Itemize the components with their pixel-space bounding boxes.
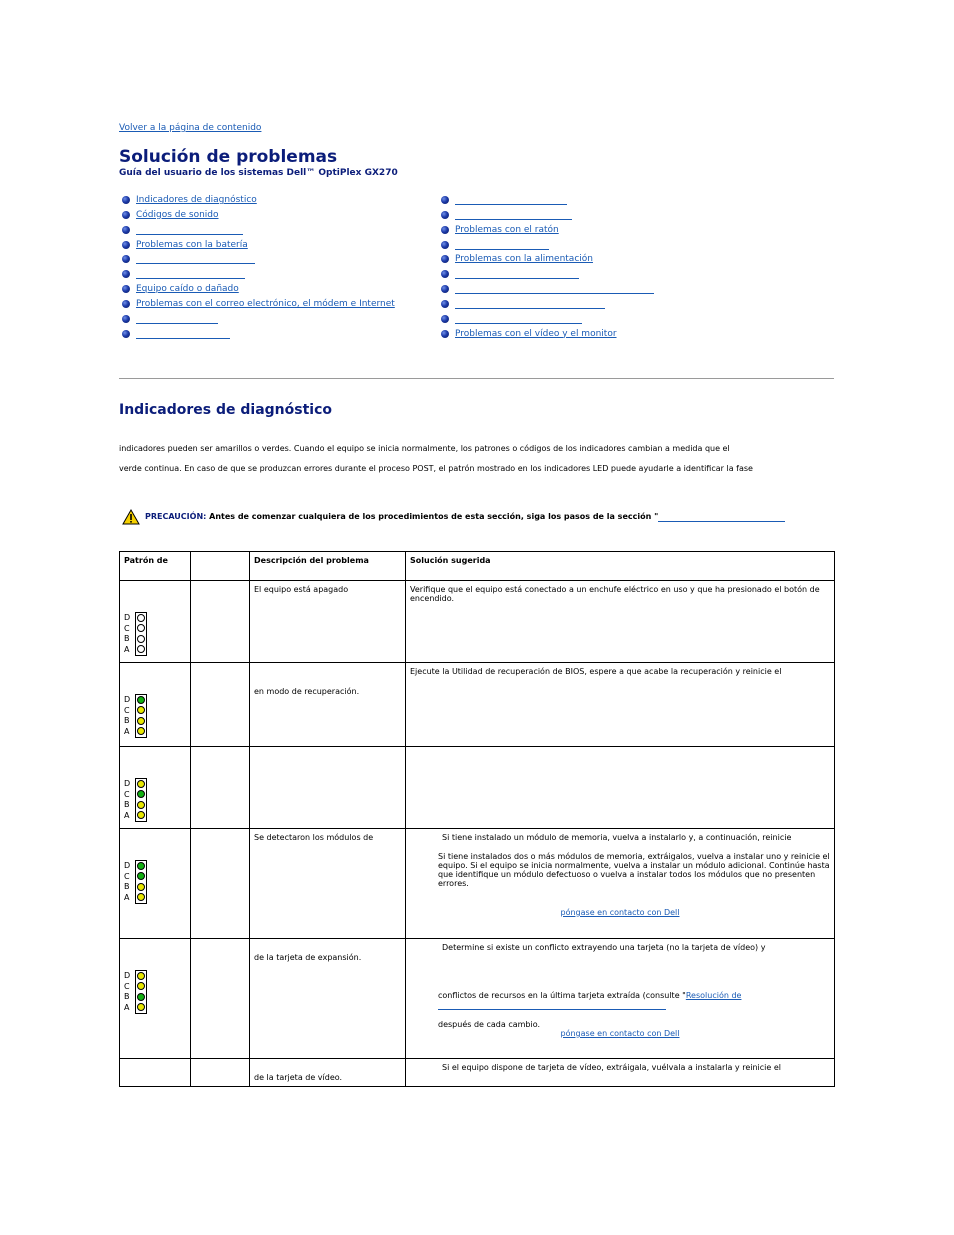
toc-link-blank[interactable]: [455, 194, 567, 205]
table-row: [120, 581, 835, 663]
toc-link-blank[interactable]: [455, 313, 582, 324]
led-light-yellow: [137, 1003, 145, 1011]
problem-description-cell: [250, 939, 406, 1059]
led-letters: [124, 971, 130, 1013]
resolution-link-continued[interactable]: [438, 1000, 666, 1010]
led-light-yellow: [137, 727, 145, 735]
empty-cell: [191, 581, 250, 663]
toc-link-beep-codes[interactable]: Códigos de sonido: [136, 209, 219, 220]
toc-item[interactable]: [439, 253, 654, 268]
led-letter: A: [124, 810, 130, 820]
suggested-solution-cell: [406, 939, 835, 1059]
led-letter: C: [124, 789, 130, 799]
bullet-icon: [122, 211, 130, 219]
suggested-solution: [406, 747, 835, 829]
bullet-icon: [122, 226, 130, 234]
toc-item[interactable]: [439, 239, 654, 254]
toc-link-blank[interactable]: [455, 268, 579, 279]
toc-link-blank[interactable]: [455, 209, 572, 220]
bullet-icon: [441, 211, 449, 219]
led-letters: [124, 613, 130, 655]
resolution-link[interactable]: Resolución de: [685, 991, 742, 1000]
bullet-icon: [122, 270, 130, 278]
empty-cell: [191, 747, 250, 829]
led-letters: [124, 861, 130, 903]
toc-link-diagnostic-lights[interactable]: Indicadores de diagnóstico: [136, 195, 257, 205]
toc-link-blank[interactable]: [136, 268, 245, 279]
led-letter: C: [124, 623, 130, 633]
toc-item[interactable]: [439, 298, 654, 313]
led-letter: D: [124, 779, 131, 788]
table-row: [120, 829, 835, 939]
solution-step: conflictos de recursos en la última tarjeta extraída (consulte ": [438, 991, 686, 1000]
toc-link-blank[interactable]: [136, 253, 255, 264]
table-header: Solución sugerida: [406, 552, 835, 581]
toc-item[interactable]: [439, 313, 654, 328]
toc-item[interactable]: [120, 268, 395, 283]
led-letter: B: [124, 634, 130, 643]
problem-description-cell: [250, 1059, 406, 1087]
table-row: [120, 747, 835, 829]
led-letter: A: [124, 1002, 130, 1012]
problem-description: [250, 747, 406, 829]
problem-description: en modo de recuperación.: [254, 687, 360, 696]
section-divider: [119, 378, 834, 379]
led-box: [135, 694, 147, 738]
bullet-icon: [122, 285, 130, 293]
led-letter: B: [124, 992, 130, 1001]
led-pattern: [124, 861, 158, 905]
led-pattern-cell: [120, 747, 191, 829]
toc-item[interactable]: [439, 224, 654, 239]
led-letter: A: [124, 726, 130, 736]
table-header: Descripción del problema: [250, 552, 406, 581]
toc-item[interactable]: [120, 298, 395, 313]
toc-item[interactable]: [120, 224, 395, 239]
problem-description: de la tarjeta de vídeo.: [254, 1073, 343, 1082]
toc-link-blank[interactable]: [455, 298, 605, 309]
empty-cell: [191, 829, 250, 939]
led-letter: C: [124, 705, 130, 715]
bullet-icon: [122, 315, 130, 323]
table-row: [120, 1059, 835, 1087]
led-box: [135, 778, 147, 822]
led-pattern: [124, 613, 158, 657]
led-light-off: [137, 635, 145, 643]
led-pattern-cell: [120, 1059, 191, 1087]
bullet-icon: [122, 241, 130, 249]
warning-triangle-icon: [122, 509, 140, 525]
page-subtitle: Guía del usuario de los sistemas Dell™ OptiPlex GX270: [119, 168, 398, 178]
led-letter: D: [124, 695, 131, 704]
problem-description-cell: [250, 663, 406, 747]
led-light-green: [137, 993, 145, 1001]
contact-dell-link[interactable]: póngase en contacto con Dell: [560, 1029, 680, 1038]
led-light-yellow: [137, 893, 145, 901]
led-letter: D: [124, 861, 131, 870]
toc-item[interactable]: [120, 313, 395, 328]
toc-item[interactable]: [120, 283, 395, 298]
problem-description: El equipo está apagado: [250, 581, 406, 663]
table-header-row: [120, 552, 835, 581]
led-letter: A: [124, 892, 130, 902]
bullet-icon: [441, 241, 449, 249]
toc-item[interactable]: [439, 283, 654, 298]
table-row: [120, 663, 835, 747]
toc-link-blank[interactable]: [136, 328, 230, 339]
toc-item[interactable]: [439, 209, 654, 224]
suggested-solution-cell: [406, 829, 835, 939]
led-letter: D: [124, 613, 131, 622]
bullet-icon: [441, 255, 449, 263]
bullet-icon: [122, 300, 130, 308]
led-box: [135, 970, 147, 1014]
toc-item[interactable]: [120, 253, 395, 268]
toc-link-blank[interactable]: [136, 313, 218, 324]
caution-label: PRECAUCIÓN:: [145, 512, 207, 521]
problem-description: Se detectaron los módulos de: [250, 829, 406, 939]
led-light-off: [137, 614, 145, 622]
led-light-yellow: [137, 972, 145, 980]
led-light-green: [137, 790, 145, 798]
toc-link-email-modem-internet[interactable]: Problemas con el correo electrónico, el módem e Internet: [136, 298, 395, 309]
led-pattern-cell: [120, 829, 191, 939]
led-letter: A: [124, 644, 130, 654]
toc-item[interactable]: [439, 328, 654, 343]
led-light-yellow: [137, 982, 145, 990]
toc-item[interactable]: [439, 268, 654, 283]
led-light-yellow: [137, 811, 145, 819]
bullet-icon: [122, 330, 130, 338]
led-pattern: [124, 695, 158, 739]
empty-cell: [191, 939, 250, 1059]
diagnostic-lights-table: [119, 551, 835, 1087]
led-pattern-cell: [120, 663, 191, 747]
toc-item[interactable]: [439, 194, 654, 209]
bullet-icon: [441, 300, 449, 308]
led-pattern: [124, 971, 158, 1015]
caution-section-link[interactable]: [658, 512, 785, 522]
toc-link-power[interactable]: Problemas con la alimentación: [455, 254, 593, 265]
toc-left-list: [120, 194, 395, 342]
toc-link-blank[interactable]: [455, 239, 549, 250]
led-light-yellow: [137, 801, 145, 809]
led-light-off: [137, 624, 145, 632]
intro-paragraph-line: indicadores pueden ser amarillos o verdes. Cuando el equipo se inicia normalmente, los patrones o códigos de los indicadores cambian a medida que el: [119, 444, 730, 453]
solution-step: Si tiene instalado un módulo de memoria, vuelva a instalarlo y, a continuación, reinicie: [442, 833, 792, 842]
problem-description: de la tarjeta de expansión.: [254, 953, 362, 962]
led-box: [135, 612, 147, 656]
led-letter: B: [124, 882, 130, 891]
toc-item[interactable]: [120, 239, 395, 254]
bullet-icon: [441, 330, 449, 338]
toc-link-mouse[interactable]: Problemas con el ratón: [455, 224, 559, 235]
toc-link-blank[interactable]: [455, 283, 654, 294]
table-header: Patrón de: [120, 552, 191, 581]
led-pattern-cell: [120, 581, 191, 663]
contact-dell-link[interactable]: póngase en contacto con Dell: [560, 908, 680, 917]
led-light-yellow: [137, 780, 145, 788]
bullet-icon: [441, 226, 449, 234]
toc-item[interactable]: [120, 328, 395, 343]
bullet-icon: [441, 285, 449, 293]
bullet-icon: [441, 270, 449, 278]
led-letter: C: [124, 871, 130, 881]
led-light-green: [137, 862, 145, 870]
led-letter: B: [124, 716, 130, 725]
led-box: [135, 860, 147, 904]
led-letter: D: [124, 971, 131, 980]
led-light-green: [137, 696, 145, 704]
led-light-off: [137, 645, 145, 653]
toc-link-battery[interactable]: Problemas con la batería: [136, 239, 248, 250]
intro-paragraph-line: verde continua. En caso de que se produzcan errores durante el proceso POST, el patrón mostrado en los indicadores LED puede ayudarle a identificar la fase: [119, 464, 753, 473]
page-title: Solución de problemas: [119, 147, 338, 167]
led-letter: B: [124, 800, 130, 809]
toc-item[interactable]: [120, 209, 395, 224]
led-light-yellow: [137, 883, 145, 891]
toc-link-video-monitor[interactable]: Problemas con el vídeo y el monitor: [455, 328, 617, 339]
back-to-contents-link[interactable]: Volver a la página de contenido: [119, 123, 262, 133]
table-row: [120, 939, 835, 1059]
table-header: [191, 552, 250, 581]
toc-link-dropped-damaged[interactable]: Equipo caído o dañado: [136, 284, 239, 295]
solution-step: Si tiene instalados dos o más módulos de memoria, extráigalos, vuelva a instalar uno y reinicie el equipo. Si el equipo se inicia normalmente, vuelva a instalar un módulo adicional. Continúe hasta que identifique un módulo defectuoso o vuelva a instalar todos los módulos que no presenten errores.: [438, 852, 830, 888]
section-title: Indicadores de diagnóstico: [119, 402, 332, 418]
led-light-yellow: [137, 717, 145, 725]
empty-cell: [191, 663, 250, 747]
solution-step: Determine si existe un conflicto extrayendo una tarjeta (no la tarjeta de vídeo) y: [442, 943, 766, 952]
led-letter: C: [124, 981, 130, 991]
suggested-solution: Ejecute la Utilidad de recuperación de BIOS, espere a que acabe la recuperación y reinicie el: [406, 663, 835, 747]
led-letters: [124, 695, 130, 737]
led-letters: [124, 779, 130, 821]
toc-item[interactable]: [120, 194, 395, 209]
bullet-icon: [441, 315, 449, 323]
bullet-icon: [122, 196, 130, 204]
empty-cell: [191, 1059, 250, 1087]
suggested-solution-cell: [406, 1059, 835, 1087]
led-light-yellow: [137, 706, 145, 714]
suggested-solution: Verifique que el equipo está conectado a un enchufe eléctrico en uso y que ha presionado el botón de encendido.: [406, 581, 835, 663]
led-pattern-cell: [120, 939, 191, 1059]
toc-link-blank[interactable]: [136, 224, 243, 235]
led-light-green: [137, 872, 145, 880]
solution-step: Si el equipo dispone de tarjeta de vídeo, extráigala, vuélvala a instalarla y reinicie el: [442, 1063, 781, 1072]
solution-step: después de cada cambio.: [438, 1020, 541, 1029]
toc-right-list: [439, 194, 654, 342]
bullet-icon: [441, 196, 449, 204]
caution-text: Antes de comenzar cualquiera de los procedimientos de esta sección, siga los pasos de la sección ": [206, 512, 659, 521]
bullet-icon: [122, 255, 130, 263]
led-pattern: [124, 779, 158, 823]
